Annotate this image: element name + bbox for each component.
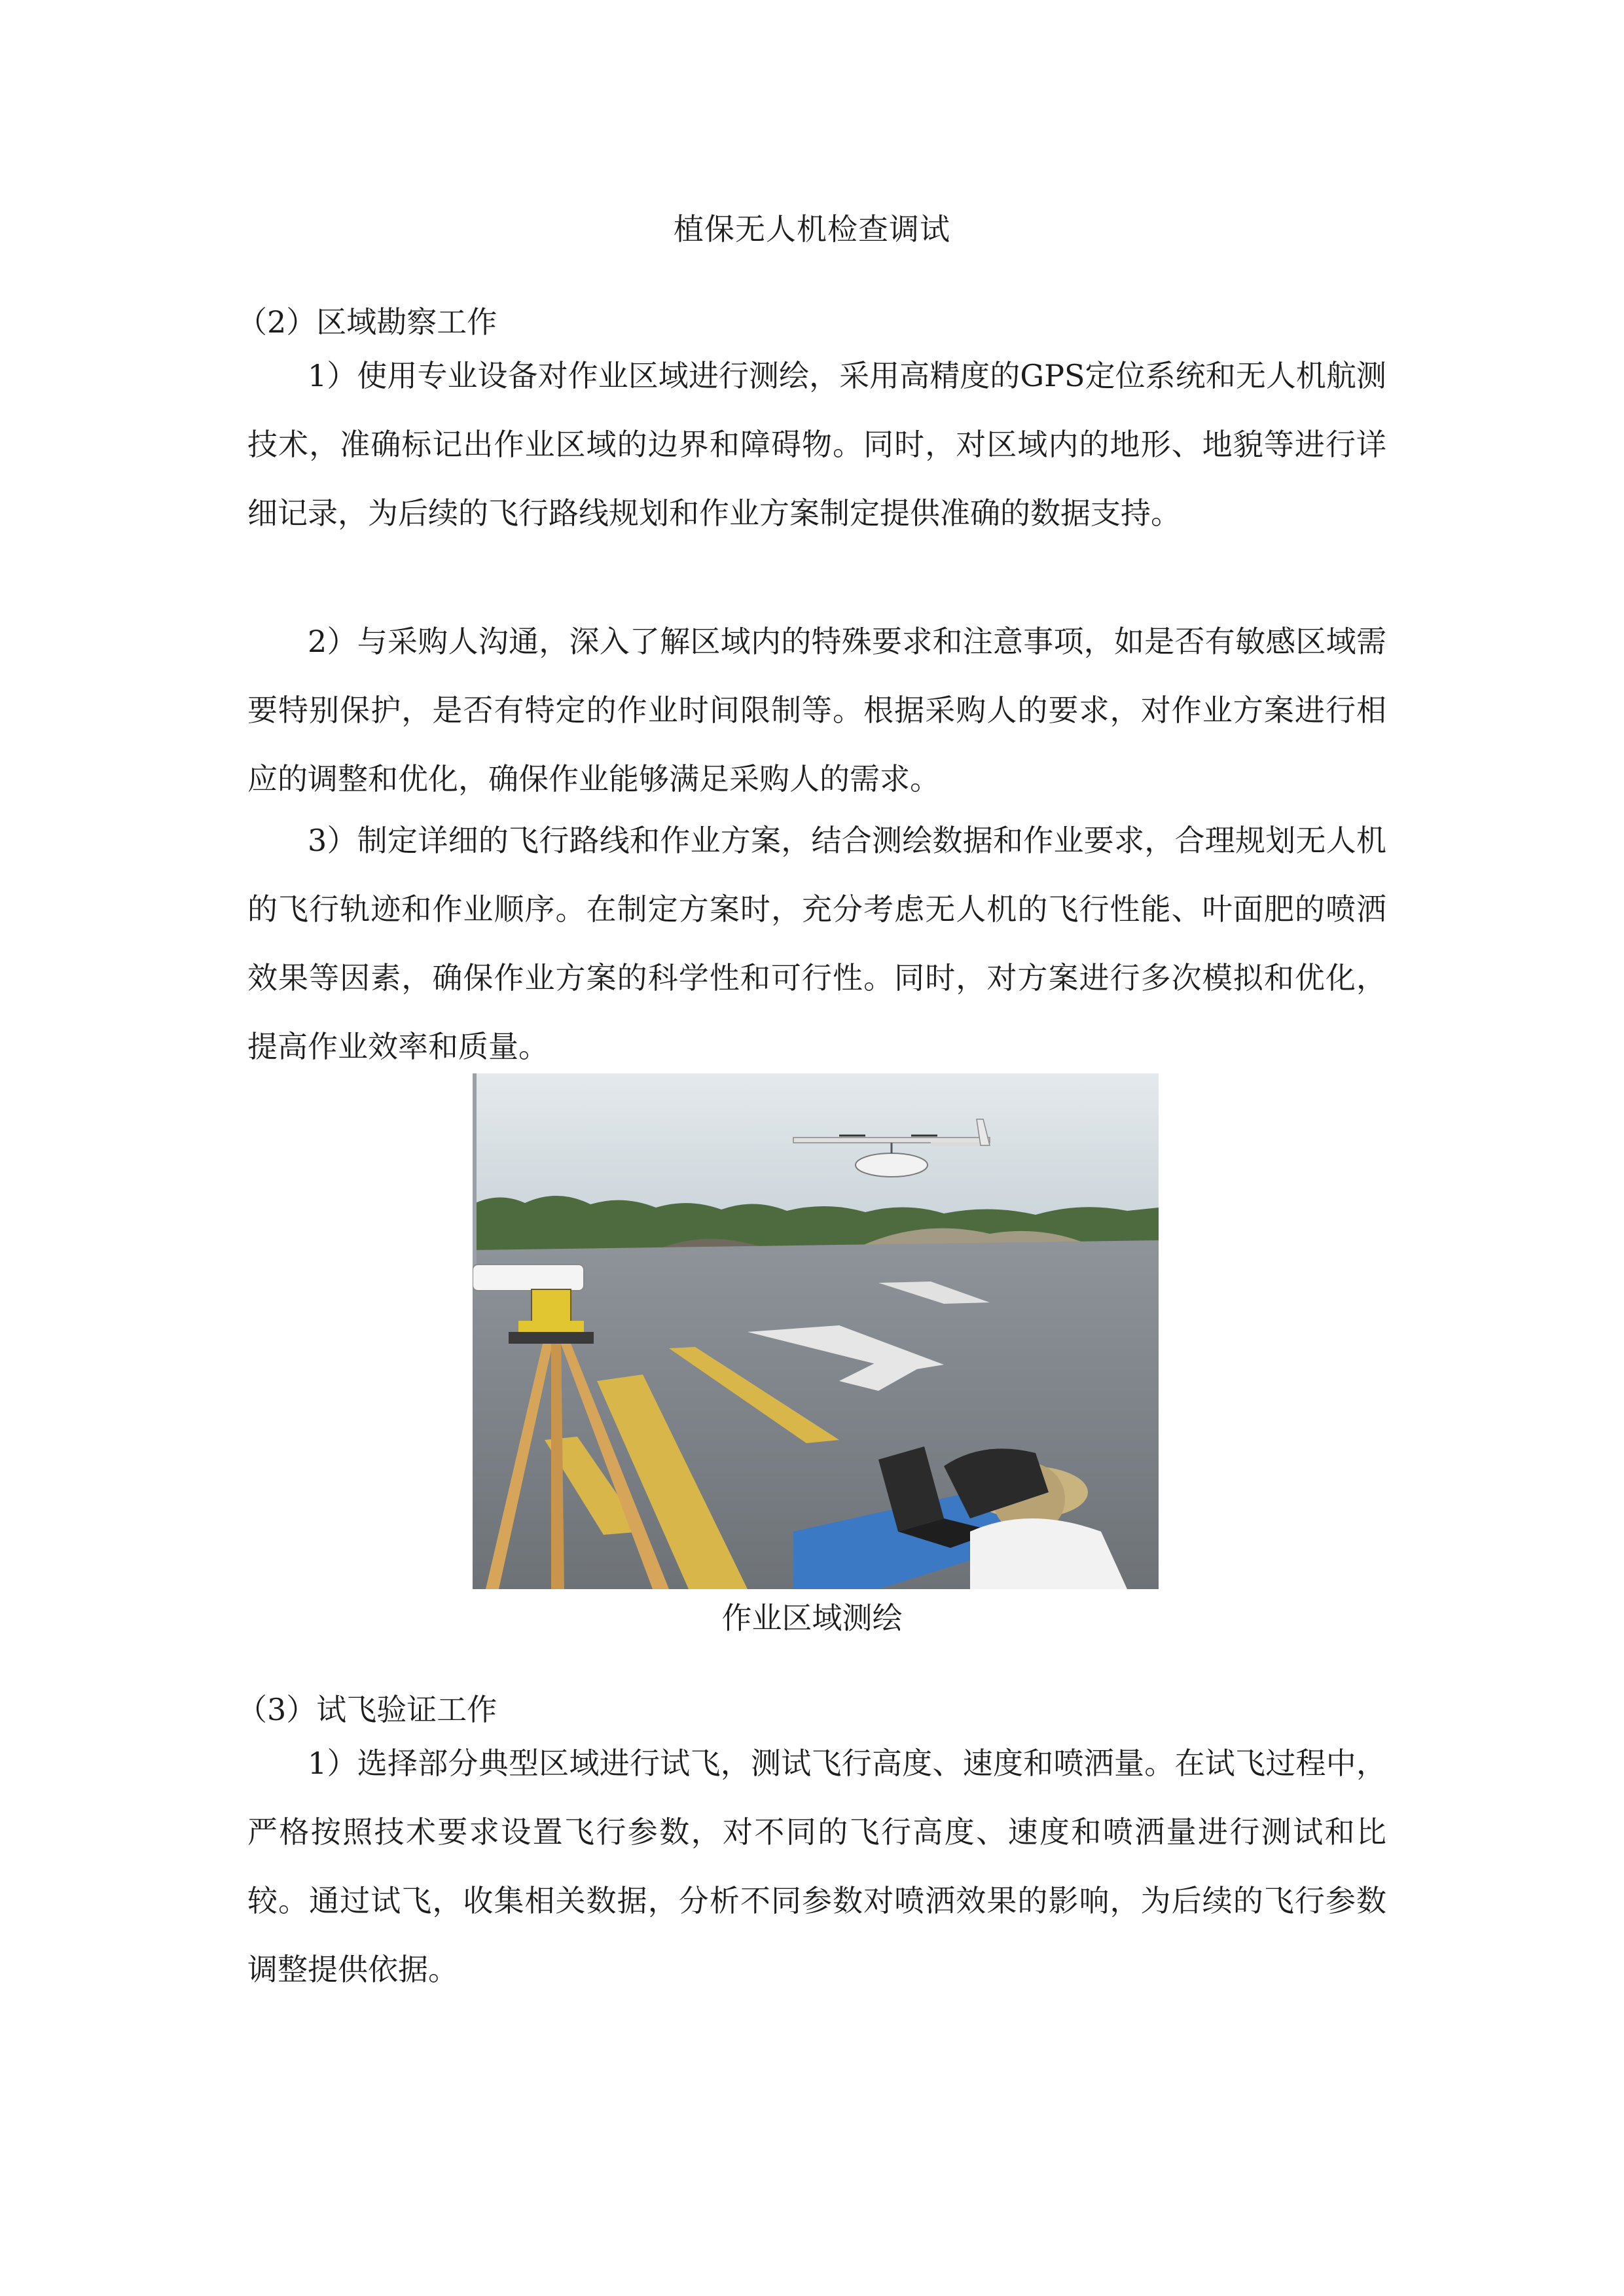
section-heading-test-flight: （3）试飞验证工作 — [237, 1692, 497, 1727]
paragraph-test-flight-1: 1）选择部分典型区域进行试飞，测试飞行高度、速度和喷洒量。在试飞过程中，严格按照技术要求设置飞行参数，对不同的飞行高度、速度和喷洒量进行测试和比较。通过试飞，收集相关数据，分析不同参数对喷洒效果的影响，为后续的飞行参数调整提供依据。 — [247, 1746, 1386, 1987]
paragraph-survey-1: 1）使用专业设备对作业区域进行测绘，采用高精度的GPS定位系统和无人机航测技术，准确标记出作业区域的边界和障碍物。同时，对区域内的地形、地貌等进行详细记录，为后续的飞行路线规划和作业方案制定提供准确的数据支持。 — [247, 358, 1386, 531]
drone-survey-photo — [473, 1073, 1159, 1589]
paragraph-survey-3: 3）制定详细的飞行路线和作业方案，结合测绘数据和作业要求，合理规划无人机的飞行轨迹和作业顺序。在制定方案时，充分考虑无人机的飞行性能、叶面肥的喷洒效果等因素，确保作业方案的科学性和可行性。同时，对方案进行多次模拟和优化，提高作业效率和质量。 — [247, 823, 1386, 1064]
section-heading-area-survey: （2）区域勘察工作 — [237, 304, 497, 340]
figure-caption: 作业区域测绘 — [721, 1600, 903, 1636]
paragraph-survey-2: 2）与采购人沟通，深入了解区域内的特殊要求和注意事项，如是否有敏感区域需要特别保护，是否有特定的作业时间限制等。根据采购人的要求，对作业方案进行相应的调整和优化，确保作业能够满足采购人的需求。 — [247, 624, 1386, 797]
page-title: 植保无人机检查调试 — [674, 211, 950, 247]
